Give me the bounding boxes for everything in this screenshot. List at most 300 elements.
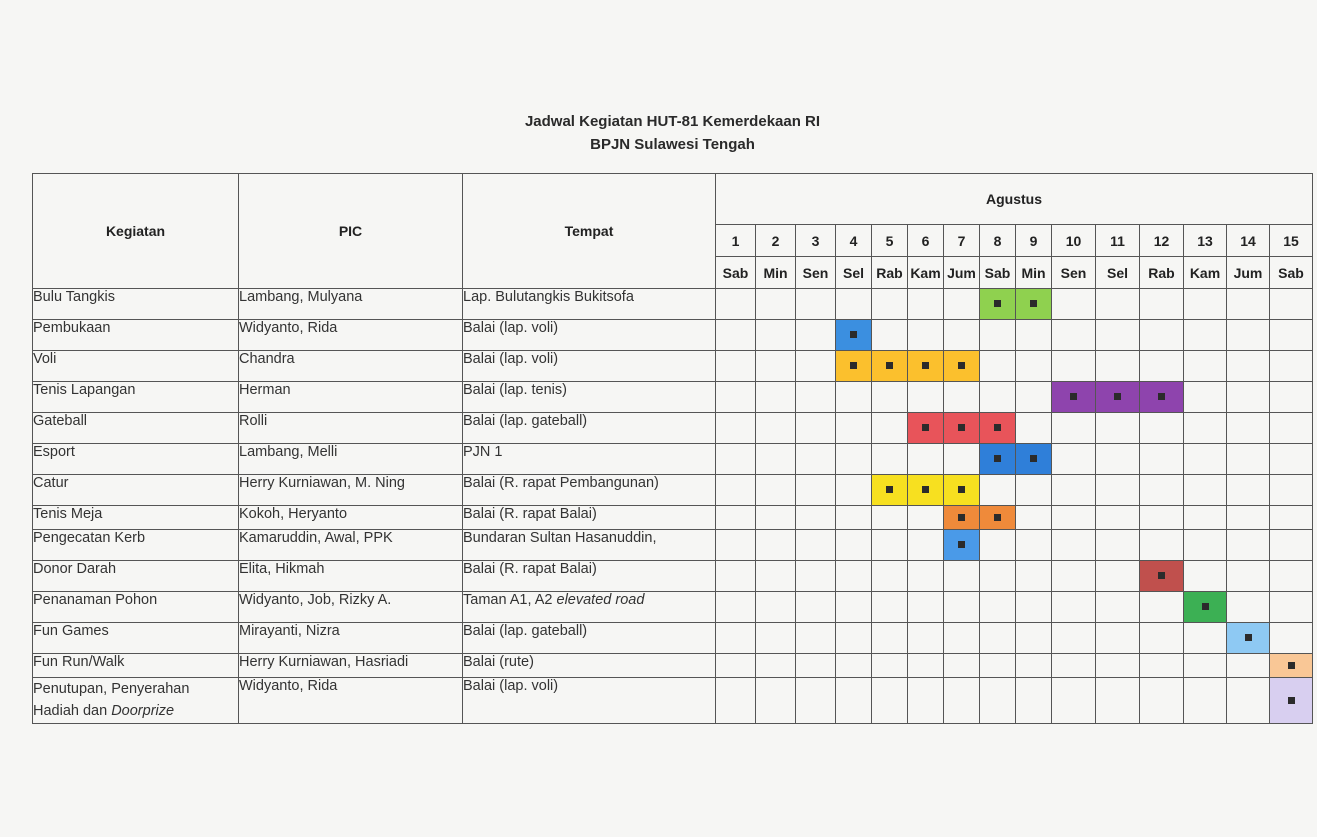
- day-cell: [716, 506, 756, 530]
- day-name: Kam: [908, 257, 944, 289]
- day-cell: [1140, 654, 1184, 678]
- table-row: [33, 678, 1313, 724]
- scheduled-day-cell: [1270, 678, 1313, 724]
- day-cell: [756, 654, 796, 678]
- venue-text: Taman A1, A2: [463, 592, 557, 608]
- activity-cell: Penanaman Pohon: [33, 592, 239, 623]
- day-cell: [1184, 351, 1227, 382]
- day-name: Sen: [796, 257, 836, 289]
- day-cell: [1270, 413, 1313, 444]
- day-name: Sab: [980, 257, 1016, 289]
- scheduled-day-cell: [980, 413, 1016, 444]
- day-cell: [872, 678, 908, 724]
- day-cell: [796, 382, 836, 413]
- scheduled-day-cell: [944, 530, 980, 561]
- schedule-marker-icon: [922, 362, 929, 369]
- day-cell: [1052, 561, 1096, 592]
- activity-cell: Catur: [33, 475, 239, 506]
- day-cell: [1052, 678, 1096, 724]
- venue-cell: Balai (lap. voli): [463, 678, 716, 724]
- day-cell: [756, 444, 796, 475]
- activity-cell: Pembukaan: [33, 320, 239, 351]
- day-cell: [836, 475, 872, 506]
- schedule-marker-icon: [994, 424, 1001, 431]
- scheduled-day-cell: [908, 351, 944, 382]
- day-cell: [1227, 475, 1270, 506]
- day-cell: [716, 351, 756, 382]
- venue-cell: Balai (lap. voli): [463, 320, 716, 351]
- day-cell: [1184, 413, 1227, 444]
- day-cell: [1016, 654, 1052, 678]
- day-cell: [908, 530, 944, 561]
- day-cell: [1016, 475, 1052, 506]
- scheduled-day-cell: [1096, 382, 1140, 413]
- day-cell: [1096, 351, 1140, 382]
- day-number: 7: [944, 225, 980, 257]
- scheduled-day-cell: [872, 351, 908, 382]
- day-cell: [796, 413, 836, 444]
- activity-cell: Fun Games: [33, 623, 239, 654]
- day-cell: [1227, 530, 1270, 561]
- day-name: Sab: [1270, 257, 1313, 289]
- day-cell: [1227, 592, 1270, 623]
- day-cell: [1016, 382, 1052, 413]
- day-cell: [1184, 623, 1227, 654]
- pic-cell: Elita, Hikmah: [239, 561, 463, 592]
- day-number: 12: [1140, 225, 1184, 257]
- day-cell: [836, 530, 872, 561]
- pic-cell: Widyanto, Rida: [239, 678, 463, 724]
- day-cell: [872, 530, 908, 561]
- day-cell: [716, 289, 756, 320]
- day-cell: [796, 678, 836, 724]
- day-cell: [836, 289, 872, 320]
- day-cell: [1052, 506, 1096, 530]
- day-cell: [980, 654, 1016, 678]
- day-cell: [796, 530, 836, 561]
- venue-text-italic: elevated road: [556, 592, 645, 608]
- scheduled-day-cell: [944, 351, 980, 382]
- day-cell: [716, 561, 756, 592]
- day-cell: [944, 561, 980, 592]
- schedule-marker-icon: [958, 541, 965, 548]
- day-cell: [796, 351, 836, 382]
- table-row: [33, 623, 1313, 654]
- day-cell: [1140, 623, 1184, 654]
- day-cell: [756, 289, 796, 320]
- day-cell: [1096, 413, 1140, 444]
- table-row: [33, 592, 1313, 623]
- day-cell: [1096, 561, 1140, 592]
- day-cell: [1184, 506, 1227, 530]
- day-cell: [796, 561, 836, 592]
- pic-cell: Herman: [239, 382, 463, 413]
- day-cell: [756, 413, 796, 444]
- day-cell: [1096, 506, 1140, 530]
- day-cell: [1096, 289, 1140, 320]
- day-cell: [1096, 623, 1140, 654]
- day-cell: [908, 320, 944, 351]
- schedule-marker-icon: [850, 362, 857, 369]
- day-number: 6: [908, 225, 944, 257]
- activity-cell: Voli: [33, 351, 239, 382]
- schedule-marker-icon: [1114, 393, 1121, 400]
- day-cell: [872, 413, 908, 444]
- venue-cell: Balai (lap. voli): [463, 351, 716, 382]
- pic-cell: Lambang, Melli: [239, 444, 463, 475]
- day-cell: [1270, 444, 1313, 475]
- pic-cell: Herry Kurniawan, Hasriadi: [239, 654, 463, 678]
- day-cell: [756, 320, 796, 351]
- day-cell: [1227, 320, 1270, 351]
- day-cell: [872, 623, 908, 654]
- scheduled-day-cell: [908, 413, 944, 444]
- venue-cell: [463, 592, 716, 623]
- day-cell: [872, 654, 908, 678]
- day-number: 5: [872, 225, 908, 257]
- day-cell: [980, 623, 1016, 654]
- scheduled-day-cell: [1052, 382, 1096, 413]
- pic-cell: Herry Kurniawan, M. Ning: [239, 475, 463, 506]
- day-cell: [716, 678, 756, 724]
- day-cell: [1140, 320, 1184, 351]
- day-cell: [1140, 506, 1184, 530]
- day-cell: [1016, 561, 1052, 592]
- day-cell: [1096, 475, 1140, 506]
- schedule-table: [32, 173, 1313, 724]
- day-cell: [1227, 678, 1270, 724]
- activity-cell: Bulu Tangkis: [33, 289, 239, 320]
- day-cell: [1052, 530, 1096, 561]
- schedule-marker-icon: [958, 514, 965, 521]
- pic-cell: Rolli: [239, 413, 463, 444]
- day-cell: [796, 592, 836, 623]
- day-cell: [1016, 678, 1052, 724]
- schedule-marker-icon: [922, 424, 929, 431]
- pic-cell: Lambang, Mulyana: [239, 289, 463, 320]
- day-cell: [980, 530, 1016, 561]
- day-cell: [908, 623, 944, 654]
- activity-cell: Fun Run/Walk: [33, 654, 239, 678]
- day-cell: [1096, 530, 1140, 561]
- table-row: [33, 320, 1313, 351]
- day-cell: [872, 506, 908, 530]
- schedule-marker-icon: [1070, 393, 1077, 400]
- day-number: 4: [836, 225, 872, 257]
- day-cell: [908, 506, 944, 530]
- day-cell: [872, 592, 908, 623]
- schedule-body: [33, 289, 1313, 724]
- day-cell: [716, 413, 756, 444]
- day-number: 9: [1016, 225, 1052, 257]
- day-number: 14: [1227, 225, 1270, 257]
- schedule-marker-icon: [886, 362, 893, 369]
- day-cell: [908, 561, 944, 592]
- day-cell: [1184, 561, 1227, 592]
- venue-cell: Balai (lap. gateball): [463, 623, 716, 654]
- day-cell: [1270, 561, 1313, 592]
- schedule-marker-icon: [1288, 697, 1295, 704]
- title-line-2: BPJN Sulawesi Tengah: [590, 136, 755, 153]
- schedule-marker-icon: [958, 486, 965, 493]
- day-cell: [756, 592, 796, 623]
- day-cell: [1140, 530, 1184, 561]
- day-cell: [980, 678, 1016, 724]
- pic-cell: Chandra: [239, 351, 463, 382]
- day-cell: [756, 530, 796, 561]
- day-cell: [1096, 592, 1140, 623]
- scheduled-day-cell: [1270, 654, 1313, 678]
- day-cell: [1016, 506, 1052, 530]
- day-cell: [1184, 320, 1227, 351]
- day-cell: [872, 382, 908, 413]
- schedule-marker-icon: [850, 331, 857, 338]
- day-cell: [1016, 623, 1052, 654]
- activity-cell: Tenis Meja: [33, 506, 239, 530]
- table-row: [33, 475, 1313, 506]
- day-cell: [1096, 678, 1140, 724]
- activity-text: Penutupan, Penyerahan: [33, 681, 190, 697]
- scheduled-day-cell: [1016, 444, 1052, 475]
- day-cell: [1140, 475, 1184, 506]
- day-cell: [1052, 320, 1096, 351]
- venue-cell: Balai (R. rapat Balai): [463, 561, 716, 592]
- day-cell: [1184, 382, 1227, 413]
- pic-cell: Mirayanti, Nizra: [239, 623, 463, 654]
- table-row: [33, 561, 1313, 592]
- day-cell: [1140, 413, 1184, 444]
- activity-cell: [33, 678, 239, 724]
- scheduled-day-cell: [944, 506, 980, 530]
- day-cell: [944, 654, 980, 678]
- schedule-marker-icon: [994, 455, 1001, 462]
- day-cell: [944, 678, 980, 724]
- day-cell: [796, 654, 836, 678]
- day-cell: [1140, 592, 1184, 623]
- venue-cell: Balai (R. rapat Pembangunan): [463, 475, 716, 506]
- activity-text-italic: Doorprize: [111, 703, 175, 719]
- day-number: 8: [980, 225, 1016, 257]
- day-cell: [1140, 289, 1184, 320]
- day-cell: [756, 561, 796, 592]
- day-cell: [944, 320, 980, 351]
- day-cell: [980, 351, 1016, 382]
- day-name: Rab: [1140, 257, 1184, 289]
- day-cell: [1270, 382, 1313, 413]
- header-tempat: Tempat: [463, 174, 716, 289]
- day-cell: [980, 382, 1016, 413]
- pic-cell: Widyanto, Job, Rizky A.: [239, 592, 463, 623]
- day-name: Jum: [944, 257, 980, 289]
- schedule-marker-icon: [1158, 572, 1165, 579]
- day-cell: [756, 351, 796, 382]
- day-cell: [716, 623, 756, 654]
- day-cell: [944, 623, 980, 654]
- day-cell: [1227, 444, 1270, 475]
- scheduled-day-cell: [1140, 382, 1184, 413]
- scheduled-day-cell: [836, 320, 872, 351]
- day-cell: [1052, 444, 1096, 475]
- day-cell: [716, 475, 756, 506]
- day-cell: [1184, 530, 1227, 561]
- day-cell: [1270, 592, 1313, 623]
- day-cell: [1184, 678, 1227, 724]
- activity-cell: Gateball: [33, 413, 239, 444]
- table-row: [33, 506, 1313, 530]
- scheduled-day-cell: [836, 351, 872, 382]
- table-row: [33, 289, 1313, 320]
- day-cell: [944, 382, 980, 413]
- day-cell: [796, 623, 836, 654]
- day-cell: [796, 320, 836, 351]
- day-cell: [1096, 654, 1140, 678]
- day-cell: [756, 623, 796, 654]
- schedule-marker-icon: [1158, 393, 1165, 400]
- table-row: [33, 530, 1313, 561]
- day-cell: [872, 561, 908, 592]
- day-cell: [1140, 678, 1184, 724]
- venue-cell: Balai (lap. gateball): [463, 413, 716, 444]
- day-cell: [796, 475, 836, 506]
- day-cell: [716, 592, 756, 623]
- day-cell: [1016, 320, 1052, 351]
- day-name: Sel: [1096, 257, 1140, 289]
- document-title: [0, 110, 1317, 156]
- schedule-marker-icon: [1202, 603, 1209, 610]
- day-cell: [836, 561, 872, 592]
- day-cell: [1227, 506, 1270, 530]
- activity-cell: Tenis Lapangan: [33, 382, 239, 413]
- day-cell: [796, 289, 836, 320]
- day-cell: [1270, 623, 1313, 654]
- scheduled-day-cell: [1140, 561, 1184, 592]
- day-cell: [1052, 351, 1096, 382]
- header-month: Agustus: [716, 174, 1313, 225]
- day-cell: [1227, 413, 1270, 444]
- schedule-marker-icon: [1288, 662, 1295, 669]
- scheduled-day-cell: [944, 475, 980, 506]
- table-row: [33, 413, 1313, 444]
- day-cell: [1052, 289, 1096, 320]
- day-cell: [1052, 654, 1096, 678]
- scheduled-day-cell: [944, 413, 980, 444]
- schedule-marker-icon: [958, 424, 965, 431]
- day-cell: [872, 289, 908, 320]
- day-number: 2: [756, 225, 796, 257]
- day-cell: [908, 678, 944, 724]
- day-cell: [980, 320, 1016, 351]
- day-cell: [716, 444, 756, 475]
- scheduled-day-cell: [980, 289, 1016, 320]
- scheduled-day-cell: [908, 475, 944, 506]
- day-cell: [1184, 289, 1227, 320]
- table-row: [33, 654, 1313, 678]
- day-cell: [908, 654, 944, 678]
- day-cell: [1184, 444, 1227, 475]
- venue-cell: Lap. Bulutangkis Bukitsofa: [463, 289, 716, 320]
- day-cell: [944, 289, 980, 320]
- schedule-marker-icon: [886, 486, 893, 493]
- day-cell: [980, 475, 1016, 506]
- table-row: [33, 351, 1313, 382]
- venue-cell: Balai (rute): [463, 654, 716, 678]
- day-cell: [1227, 654, 1270, 678]
- day-cell: [908, 382, 944, 413]
- day-cell: [1096, 320, 1140, 351]
- day-cell: [836, 678, 872, 724]
- day-cell: [944, 592, 980, 623]
- day-cell: [872, 444, 908, 475]
- scheduled-day-cell: [872, 475, 908, 506]
- day-cell: [1140, 444, 1184, 475]
- header-pic: PIC: [239, 174, 463, 289]
- day-number: 3: [796, 225, 836, 257]
- pic-cell: Widyanto, Rida: [239, 320, 463, 351]
- day-cell: [836, 506, 872, 530]
- day-cell: [1227, 289, 1270, 320]
- activity-text-line2: [33, 700, 238, 722]
- venue-cell: Balai (lap. tenis): [463, 382, 716, 413]
- venue-cell: PJN 1: [463, 444, 716, 475]
- header-kegiatan: Kegiatan: [33, 174, 239, 289]
- day-cell: [1270, 475, 1313, 506]
- day-name: Min: [1016, 257, 1052, 289]
- scheduled-day-cell: [1016, 289, 1052, 320]
- day-cell: [836, 444, 872, 475]
- schedule-marker-icon: [1245, 634, 1252, 641]
- venue-cell: Balai (R. rapat Balai): [463, 506, 716, 530]
- day-cell: [908, 592, 944, 623]
- day-cell: [716, 530, 756, 561]
- day-name: Kam: [1184, 257, 1227, 289]
- title-line-1: Jadwal Kegiatan HUT-81 Kemerdekaan RI: [524, 113, 821, 130]
- day-cell: [1140, 351, 1184, 382]
- day-cell: [716, 654, 756, 678]
- day-cell: [1227, 561, 1270, 592]
- day-cell: [980, 561, 1016, 592]
- day-cell: [716, 320, 756, 351]
- scheduled-day-cell: [1227, 623, 1270, 654]
- day-cell: [756, 506, 796, 530]
- day-cell: [836, 382, 872, 413]
- day-cell: [836, 623, 872, 654]
- day-cell: [756, 382, 796, 413]
- day-cell: [1270, 506, 1313, 530]
- day-name: Min: [756, 257, 796, 289]
- day-number: 11: [1096, 225, 1140, 257]
- scheduled-day-cell: [980, 506, 1016, 530]
- activity-cell: Donor Darah: [33, 561, 239, 592]
- day-cell: [944, 444, 980, 475]
- day-cell: [1052, 623, 1096, 654]
- activity-cell: Esport: [33, 444, 239, 475]
- day-cell: [756, 475, 796, 506]
- day-cell: [1016, 592, 1052, 623]
- day-cell: [1227, 351, 1270, 382]
- day-cell: [836, 413, 872, 444]
- day-cell: [796, 506, 836, 530]
- schedule-marker-icon: [994, 300, 1001, 307]
- day-cell: [908, 289, 944, 320]
- day-cell: [836, 654, 872, 678]
- schedule-marker-icon: [922, 486, 929, 493]
- day-cell: [756, 678, 796, 724]
- day-cell: [1270, 289, 1313, 320]
- scheduled-day-cell: [980, 444, 1016, 475]
- day-number: 10: [1052, 225, 1096, 257]
- day-cell: [1016, 413, 1052, 444]
- schedule-marker-icon: [994, 514, 1001, 521]
